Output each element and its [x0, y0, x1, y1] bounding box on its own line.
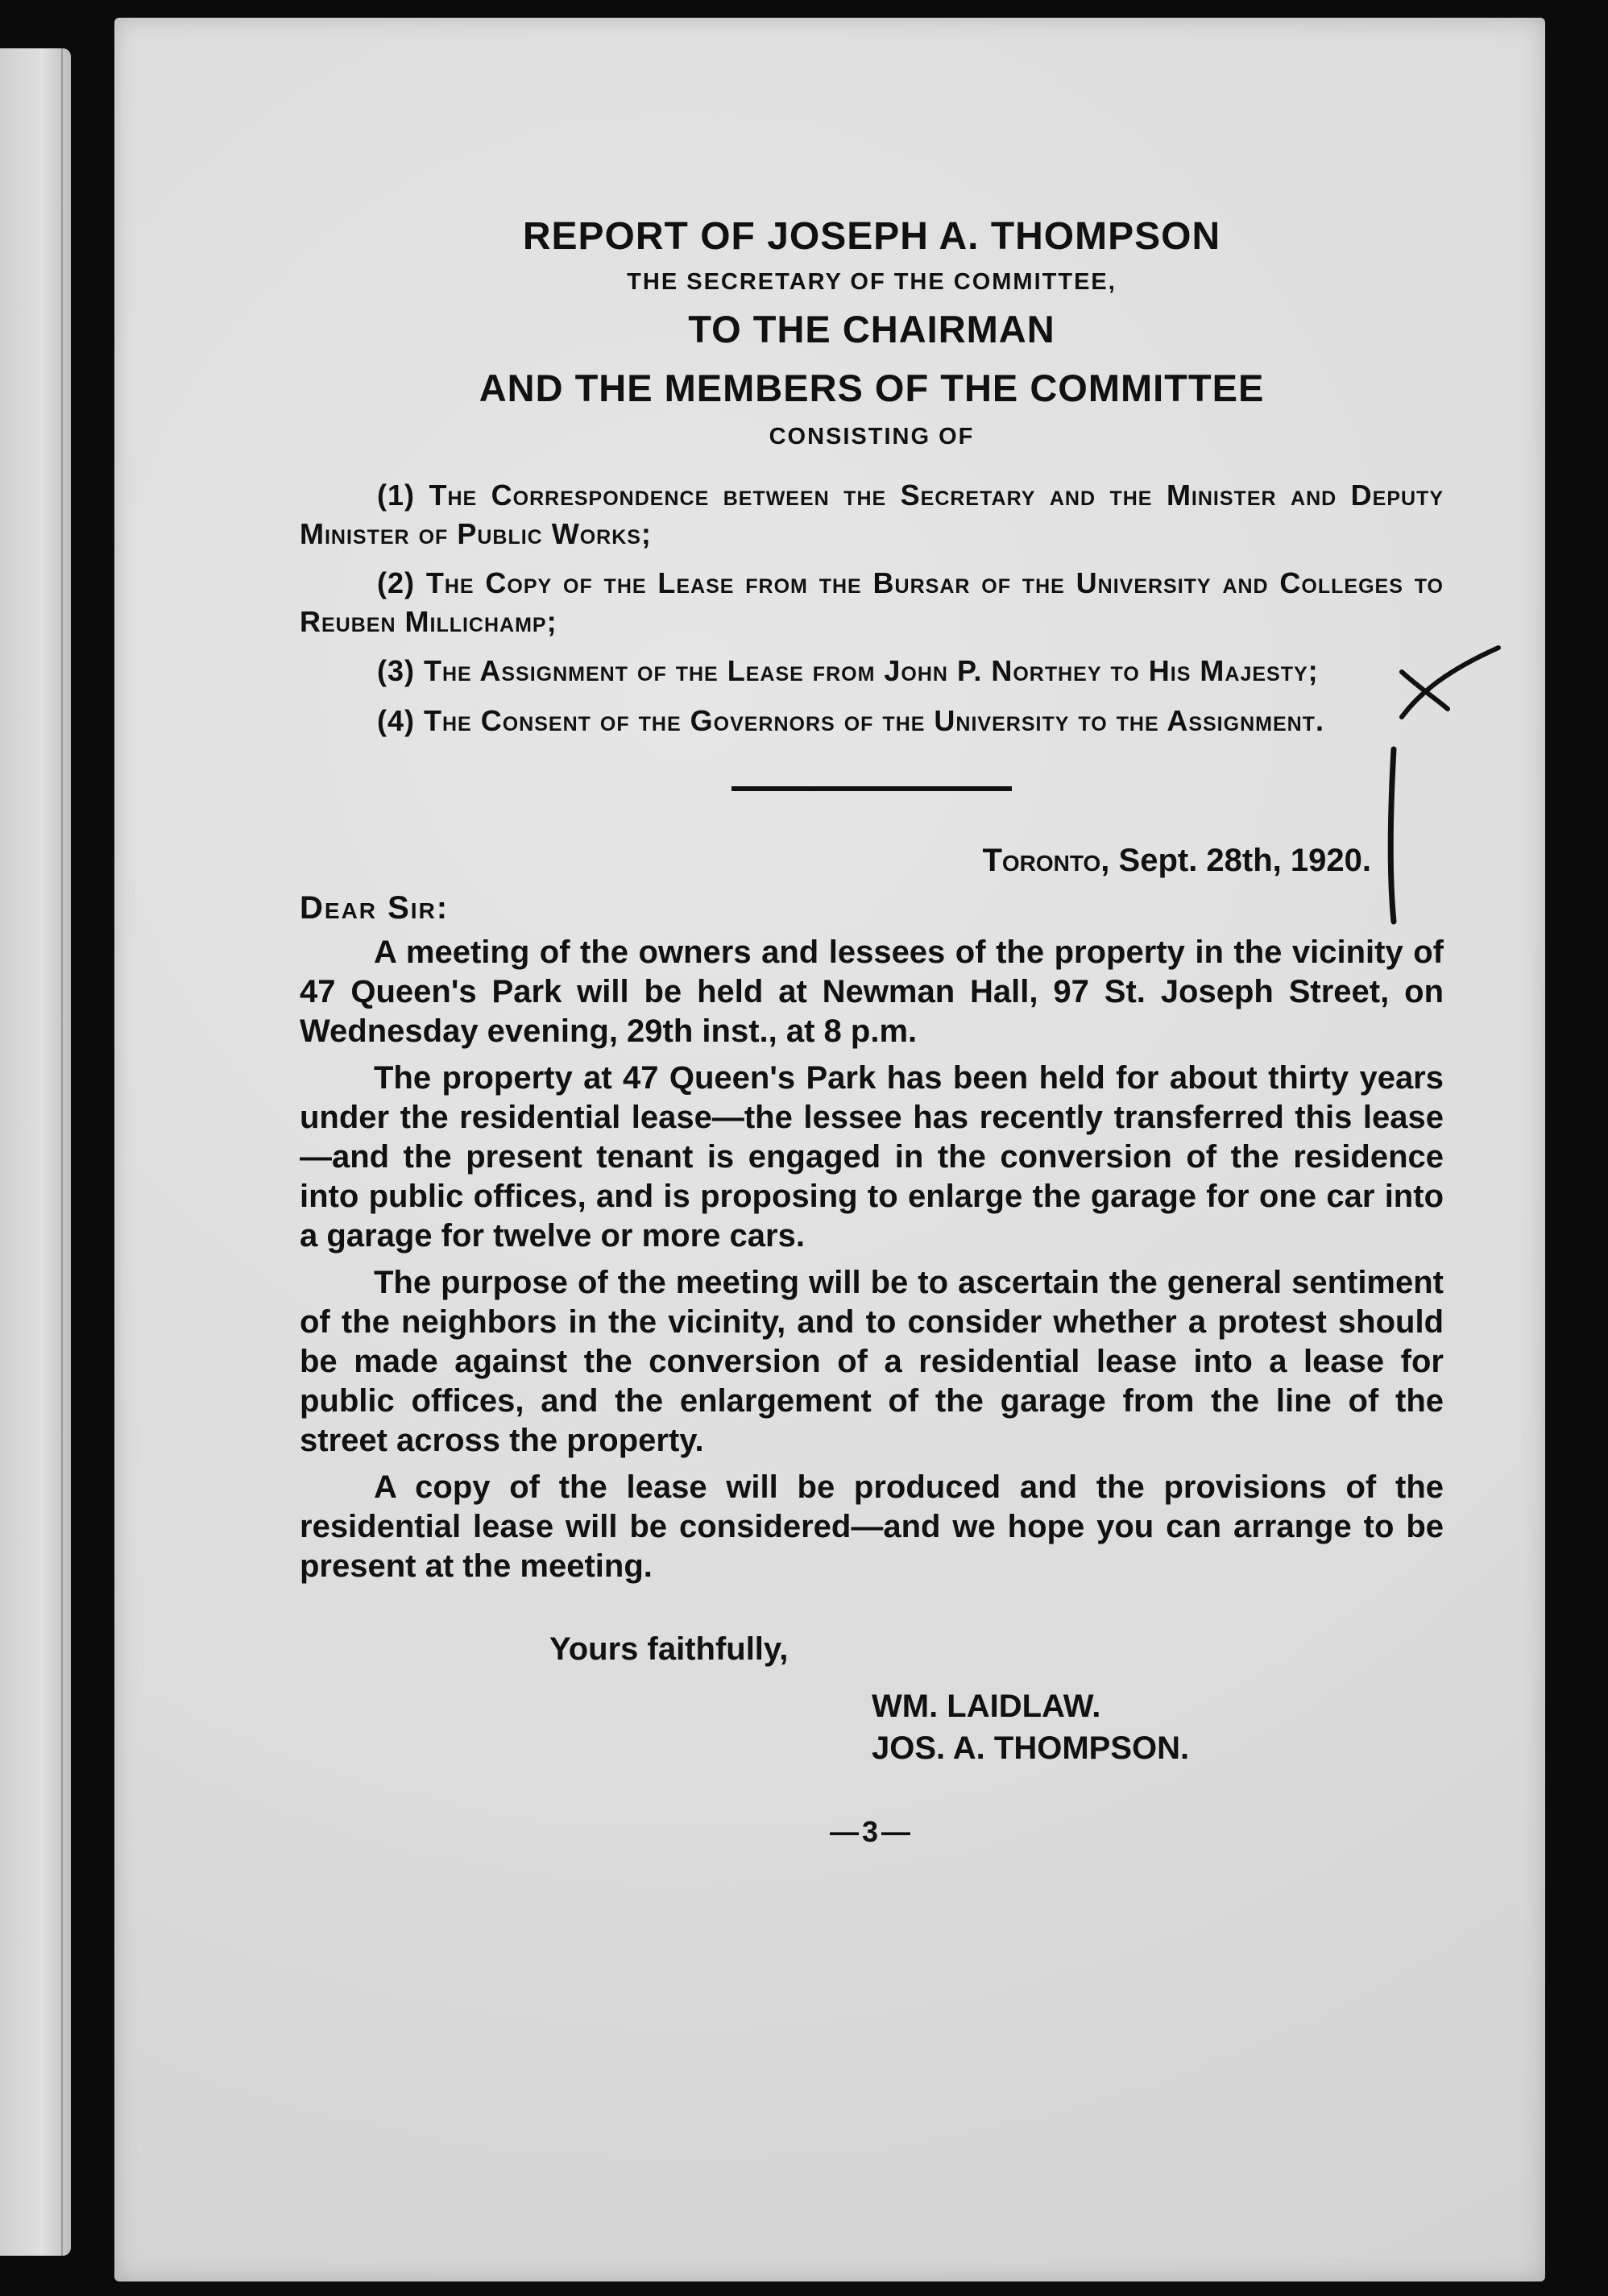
letter-salutation: Dear Sir: [300, 890, 450, 926]
report-addressee-members: AND THE MEMBERS OF THE COMMITTEE [479, 367, 1265, 410]
report-consisting-of: CONSISTING OF [769, 423, 975, 450]
signatory: JOS. A. THOMPSON. [872, 1730, 1190, 1767]
previous-page-edge [0, 48, 71, 2256]
contents-item: (4) The Consent of the Governors of the University to the Assignment. [377, 703, 1324, 737]
previous-page-fold [61, 48, 63, 2256]
letter-paragraph: A meeting of the owners and lessees of the property in the vicinity of 47 Queen's Park will be held at Newman Hall, 97 St. Joseph Street, on Wednesday evening, 29th inst., at 8 p.m. [300, 934, 1444, 1049]
contents-item: (3) The Assignment of the Lease from John P. Northey to His Majesty; [377, 654, 1319, 688]
signatory: WM. LAIDLAW. [872, 1688, 1101, 1724]
letter-place: Toronto, [982, 843, 1110, 879]
letter-paragraph: The purpose of the meeting will be to ascertain the general sentiment of the neighbors in the vicinity, and to consider whether a protest should be made against the conversion of a residential lease into a lease for public offices, and the enlargement of the garage from the line of the street across the property. [300, 1265, 1444, 1458]
report-subtitle: THE SECRETARY OF THE COMMITTEE, [627, 268, 1117, 295]
report-heading [300, 211, 1444, 455]
letter-date-value: Sept. 28th, 1920. [1118, 843, 1371, 879]
contents-item: (2) The Copy of the Lease from the Bursar of the University and Colleges to Reuben Millichamp; [300, 566, 1444, 638]
report-addressee: TO THE CHAIRMAN [688, 308, 1055, 351]
report-contents-list [300, 476, 1444, 740]
contents-item: (1) The Correspondence between the Secretary and the Minister and Deputy Minister of Public Works; [300, 479, 1444, 550]
letter [300, 841, 1444, 1770]
letter-paragraph: A copy of the lease will be produced and the provisions of the residential lease will be considered—and we hope you can arrange to be present at the meeting. [300, 1469, 1444, 1584]
letter-paragraph: The property at 47 Queen's Park has been held for about thirty years under the residential lease—the lessee has recently transferred this lease—and the present tenant is engaged in the conversion of the residence into public offices, and is proposing to enlarge the garage for one car into a garage for twelve or more cars. [300, 1060, 1444, 1254]
report-title: REPORT OF JOSEPH A. THOMPSON [522, 215, 1221, 258]
document-content [300, 211, 1444, 1849]
page-number: —3— [829, 1815, 914, 1849]
document-page [114, 18, 1545, 2281]
letter-date [300, 841, 1444, 881]
section-divider [731, 786, 1012, 791]
letter-closing: Yours faithfully, [549, 1631, 789, 1667]
